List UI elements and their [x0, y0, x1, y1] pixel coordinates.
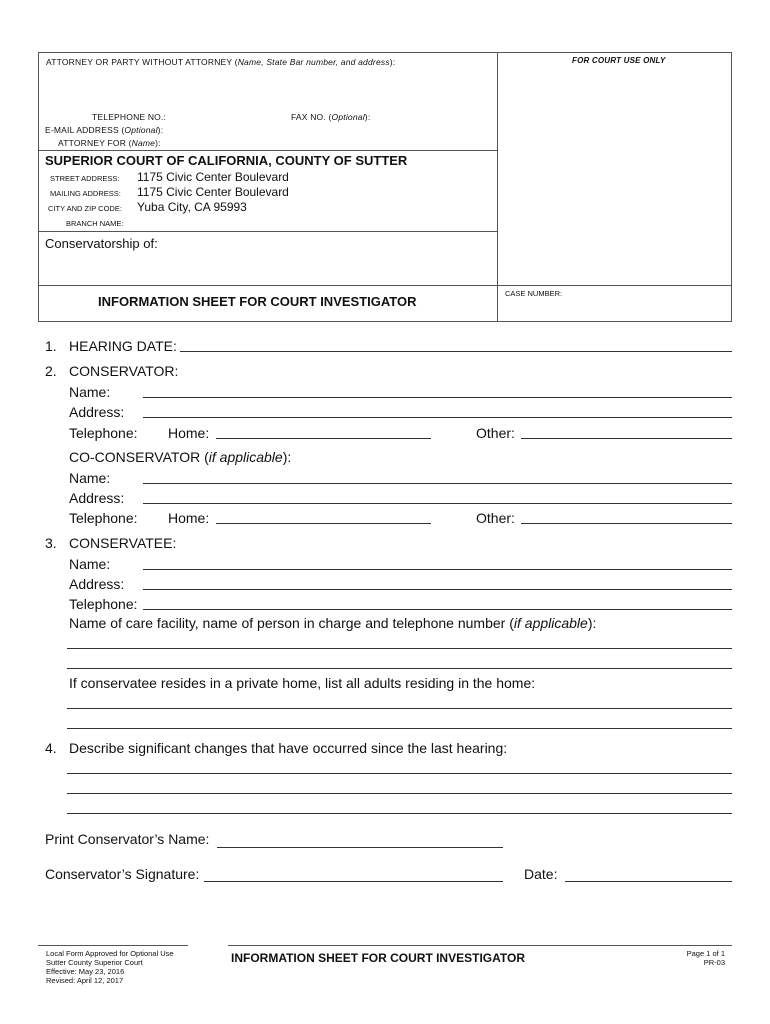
conservator-other-label: Other:	[476, 425, 515, 441]
print-name-label: Print Conservator’s Name:	[45, 831, 210, 847]
signature-label: Conservator’s Signature:	[45, 866, 200, 882]
date-field[interactable]	[565, 881, 732, 882]
conservatee-address-label: Address:	[69, 576, 125, 592]
attorney-for-label: ATTORNEY FOR (Name):	[58, 138, 161, 148]
private-home-label: If conservatee resides in a private home, list all adults residing in the home:	[69, 675, 536, 691]
co-conservator-name-field[interactable]	[143, 483, 732, 484]
co-conservator-address-field[interactable]	[143, 503, 732, 504]
hearing-date-field[interactable]	[180, 351, 732, 352]
city-label: CITY AND ZIP CODE:	[48, 204, 122, 213]
conservator-name-field[interactable]	[143, 397, 732, 398]
footer-line-3: Effective: May 23, 2016	[46, 967, 125, 976]
care-facility-field-1[interactable]	[67, 648, 732, 649]
footer-line-4: Revised: April 12, 2017	[46, 976, 124, 985]
co-conservator-address-label: Address:	[69, 490, 125, 506]
footer-line-1: Local Form Approved for Optional Use	[46, 949, 174, 958]
private-home-field-1[interactable]	[67, 708, 732, 709]
changes-field-1[interactable]	[67, 773, 732, 774]
print-name-field[interactable]	[217, 847, 503, 848]
footer-page	[640, 949, 725, 967]
attorney-divider	[38, 150, 498, 151]
street-value: 1175 Civic Center Boulevard	[137, 170, 289, 184]
conservator-home-label: Home:	[168, 425, 210, 441]
changes-field-2[interactable]	[67, 793, 732, 794]
attorney-label: ATTORNEY OR PARTY WITHOUT ATTORNEY (Name, State Bar number, and address):	[46, 57, 396, 67]
conservator-label: CONSERVATOR:	[69, 363, 179, 379]
form-title: INFORMATION SHEET FOR COURT INVESTIGATOR	[98, 294, 417, 309]
title-divider	[38, 285, 732, 286]
court-use-label: FOR COURT USE ONLY	[572, 56, 666, 65]
conservatorship-label: Conservatorship of:	[45, 236, 158, 251]
co-conservator-other-phone-field[interactable]	[521, 523, 732, 524]
co-conservator-other-label: Other:	[476, 510, 515, 526]
co-conservator-home-label: Home:	[168, 510, 210, 526]
co-conservator-telephone-label: Telephone:	[69, 510, 138, 526]
mailing-label: MAILING ADDRESS:	[50, 189, 121, 198]
fax-label: FAX NO. (Optional):	[291, 112, 371, 122]
court-divider	[38, 231, 498, 232]
mailing-value: 1175 Civic Center Boulevard	[137, 185, 289, 199]
conservatee-telephone-label: Telephone:	[69, 596, 138, 612]
conservator-name-label: Name:	[69, 384, 111, 400]
co-conservator-name-label: Name:	[69, 470, 111, 486]
section-3-number: 3.	[45, 535, 57, 551]
conservatee-telephone-field[interactable]	[143, 609, 732, 610]
co-conservator-label: CO-CONSERVATOR (if applicable):	[69, 449, 292, 465]
footer-info	[46, 949, 174, 985]
email-label: E-MAIL ADDRESS (Optional):	[45, 125, 164, 135]
section-4-number: 4.	[45, 740, 57, 756]
conservatee-name-label: Name:	[69, 556, 111, 572]
conservator-address-label: Address:	[69, 404, 125, 420]
conservator-address-field[interactable]	[143, 417, 732, 418]
footer-rule-left	[38, 945, 188, 946]
footer-title: INFORMATION SHEET FOR COURT INVESTIGATOR	[231, 951, 525, 965]
conservator-telephone-label: Telephone:	[69, 425, 138, 441]
city-value: Yuba City, CA 95993	[137, 200, 247, 214]
telephone-label: TELEPHONE NO.:	[92, 112, 167, 122]
form-number: PR-03	[703, 958, 725, 967]
private-home-field-2[interactable]	[67, 728, 732, 729]
section-1-number: 1.	[45, 338, 57, 354]
care-facility-field-2[interactable]	[67, 668, 732, 669]
caption-vertical-divider	[497, 52, 498, 322]
street-label: STREET ADDRESS:	[50, 174, 120, 183]
case-number-label: CASE NUMBER:	[505, 289, 563, 298]
branch-label: BRANCH NAME:	[66, 219, 124, 228]
conservator-other-phone-field[interactable]	[521, 438, 732, 439]
footer-line-2: Sutter County Superior Court	[46, 958, 143, 967]
footer-rule	[228, 945, 732, 946]
signature-field[interactable]	[204, 881, 503, 882]
changes-label: Describe significant changes that have occurred since the last hearing:	[69, 740, 508, 756]
co-conservator-home-phone-field[interactable]	[216, 523, 431, 524]
conservatee-name-field[interactable]	[143, 569, 732, 570]
conservatee-address-field[interactable]	[143, 589, 732, 590]
changes-field-3[interactable]	[67, 813, 732, 814]
care-facility-label: Name of care facility, name of person in charge and telephone number (if applicable):	[69, 615, 597, 631]
section-2-number: 2.	[45, 363, 57, 379]
conservatee-label: CONSERVATEE:	[69, 535, 177, 551]
date-label: Date:	[524, 866, 558, 882]
conservator-home-phone-field[interactable]	[216, 438, 431, 439]
court-name: SUPERIOR COURT OF CALIFORNIA, COUNTY OF SUTTER	[45, 153, 408, 168]
page-number: Page 1 of 1	[686, 949, 725, 958]
hearing-date-label: HEARING DATE:	[69, 338, 177, 354]
